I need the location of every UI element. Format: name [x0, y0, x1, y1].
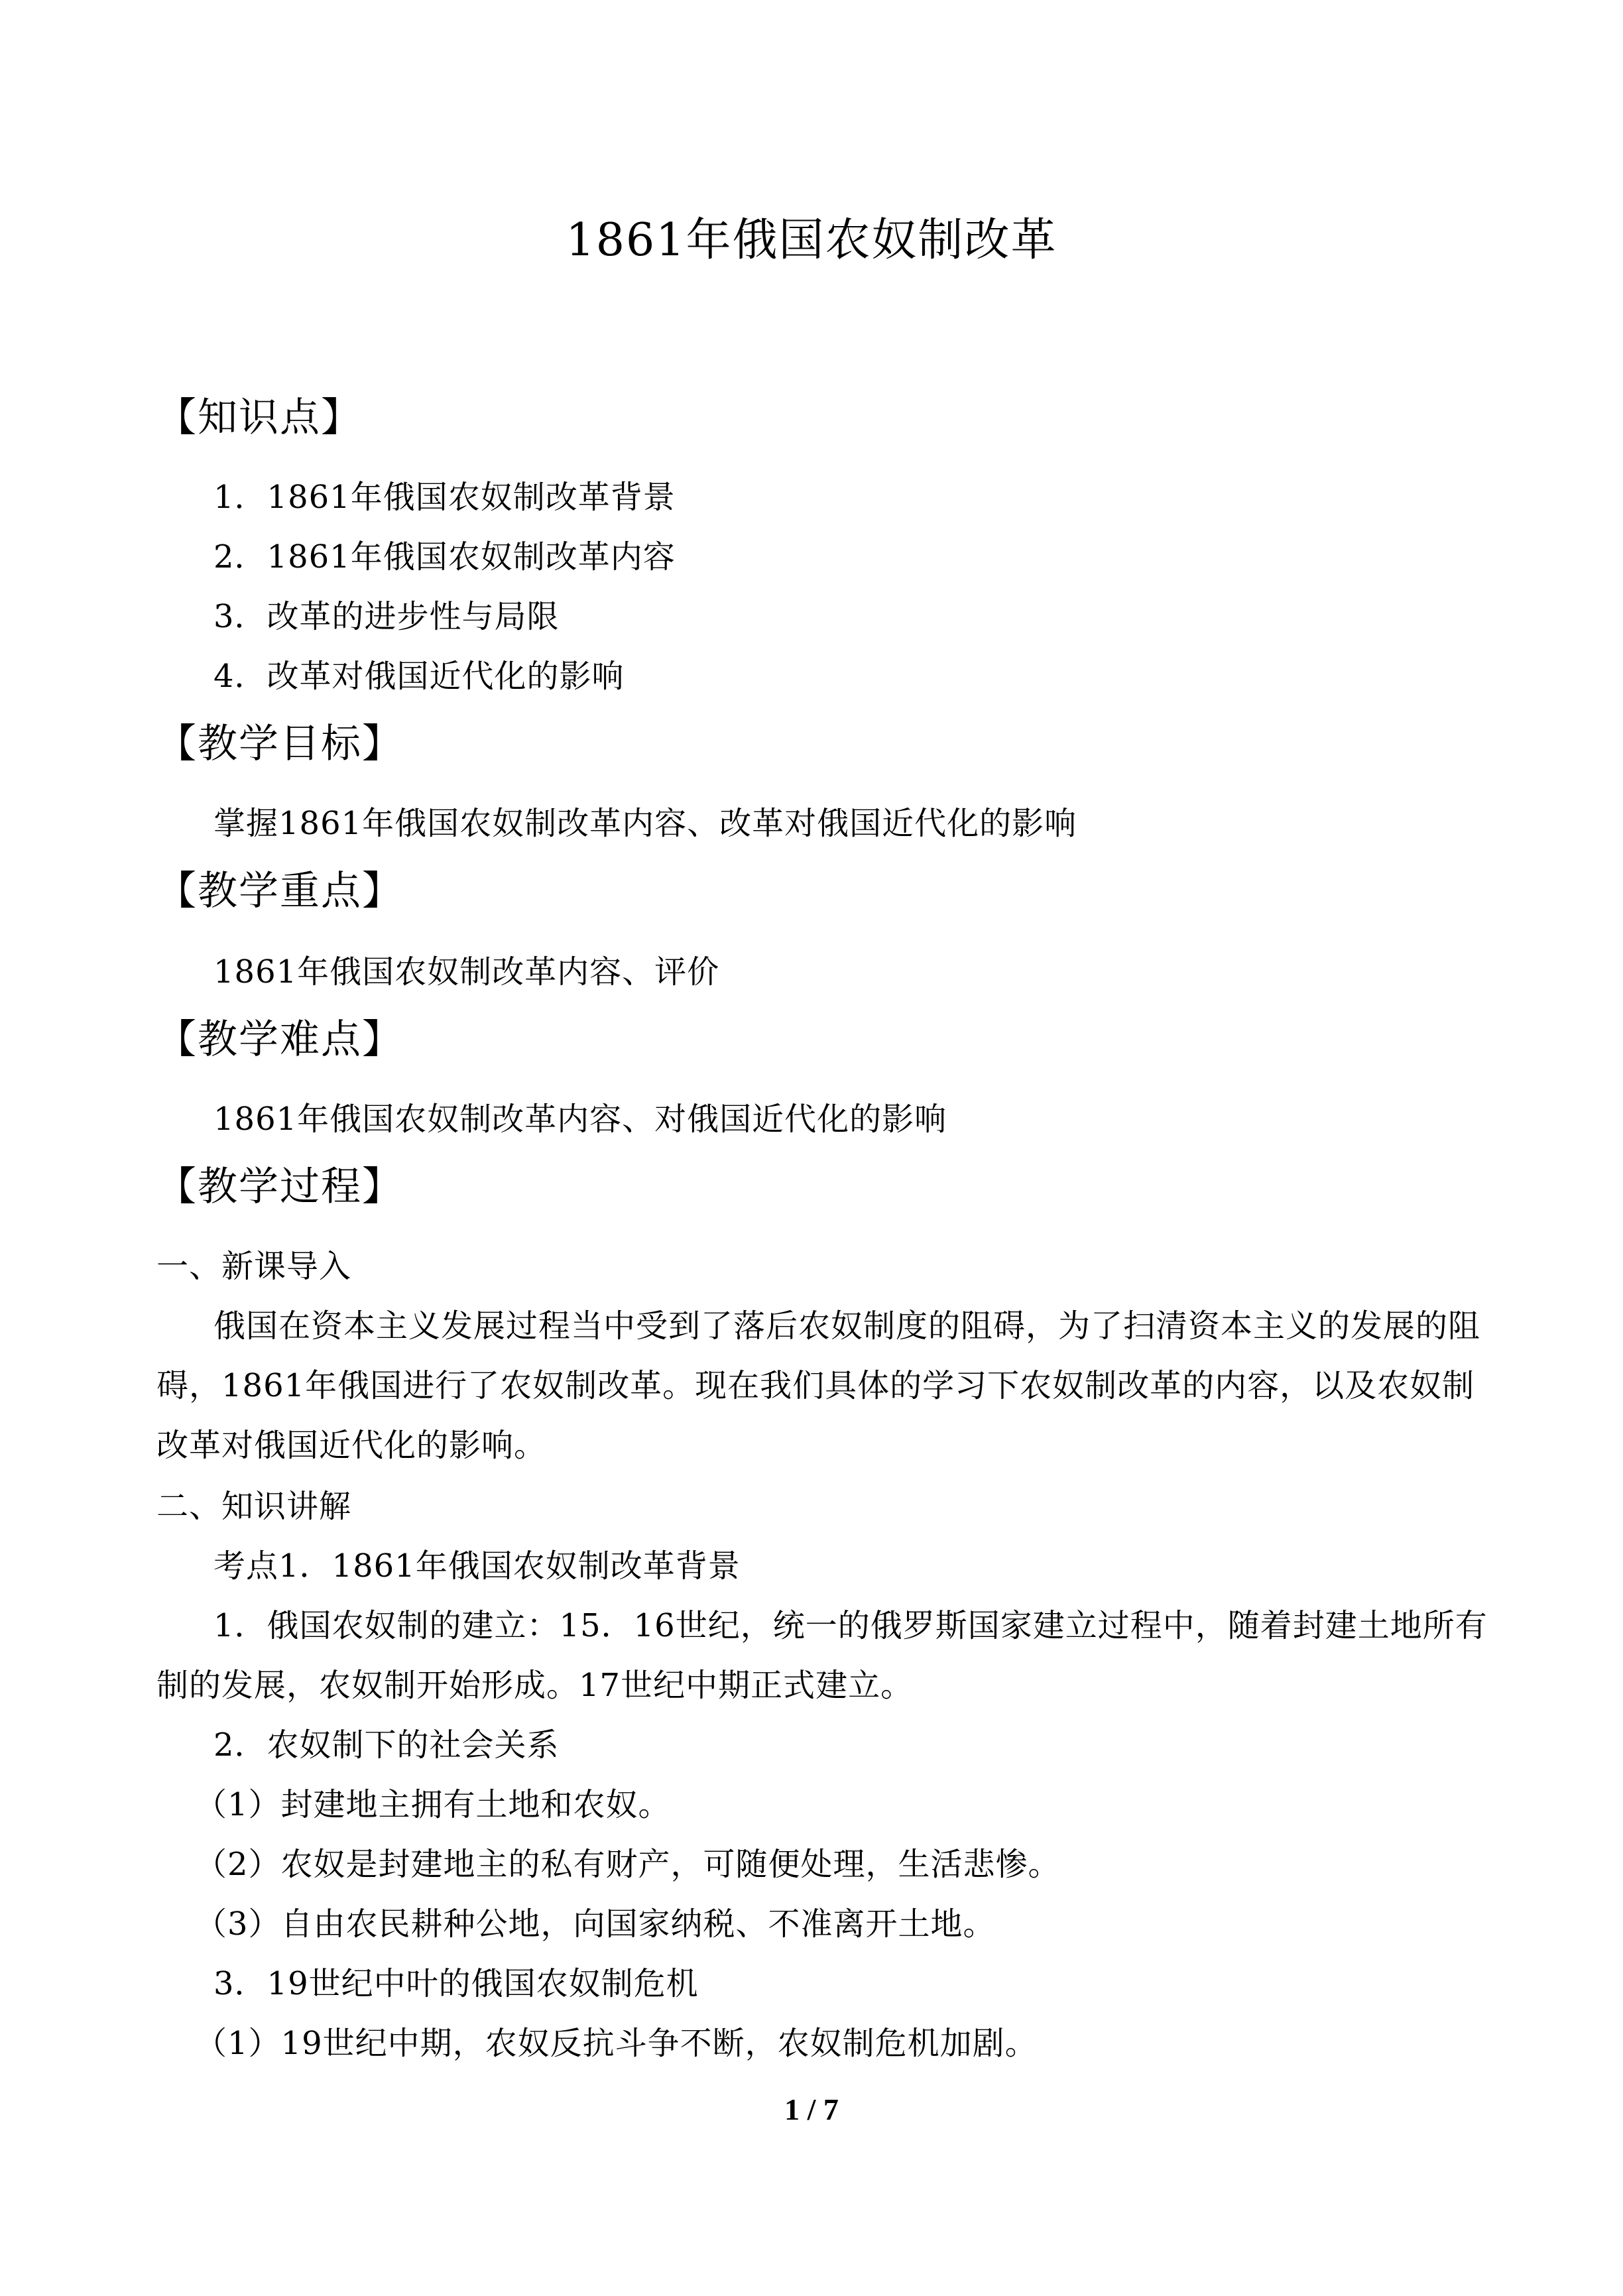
intro-paragraph-line: 俄国在资本主义发展过程当中受到了落后农奴制度的阻碍，为了扫清资本主义的发展的阻 — [213, 1307, 1481, 1345]
point-paragraph-line: 制的发展，农奴制开始形成。17世纪中期正式建立。 — [156, 1667, 914, 1704]
subpoint-item: （3）自由农民耕种公地，向国家纳税、不准离开土地。 — [195, 1905, 996, 1943]
point-title: 考点1．1861年俄国农奴制改革背景 — [213, 1547, 741, 1585]
subpoint-title: 2．农奴制下的社会关系 — [213, 1726, 560, 1764]
explain-title: 二、知识讲解 — [156, 1488, 352, 1525]
section-heading-process: 【教学过程】 — [156, 1164, 403, 1210]
knowledge-item: 1．1861年俄国农奴制改革背景 — [213, 479, 676, 516]
subpoint-title: 3．19世纪中叶的俄国农奴制危机 — [213, 1965, 699, 2002]
knowledge-item: 3．改革的进步性与局限 — [213, 598, 560, 635]
intro-paragraph-line: 改革对俄国近代化的影响。 — [156, 1427, 547, 1464]
difficult-text: 1861年俄国农奴制改革内容、对俄国近代化的影响 — [213, 1101, 947, 1138]
key-text: 1861年俄国农奴制改革内容、评价 — [213, 953, 720, 991]
subpoint-item: （2）农奴是封建地主的私有财产，可随便处理，生活悲惨。 — [195, 1846, 1061, 1883]
knowledge-item: 4．改革对俄国近代化的影响 — [213, 658, 625, 695]
intro-paragraph-line: 碍，1861年俄国进行了农奴制改革。现在我们具体的学习下农奴制改革的内容，以及农奴制 — [156, 1367, 1475, 1404]
subpoint-item: （1）封建地主拥有土地和农奴。 — [195, 1786, 671, 1823]
page-indicator: 1 / 7 — [784, 2092, 839, 2126]
subpoint-item: （1）19世纪中期，农奴反抗斗争不断，农奴制危机加剧。 — [195, 2025, 1038, 2062]
point-paragraph-line: 1．俄国农奴制的建立：15．16世纪，统一的俄罗斯国家建立过程中，随着封建土地所有 — [213, 1607, 1488, 1644]
intro-title: 一、新课导入 — [156, 1248, 352, 1285]
goal-text: 掌握1861年俄国农奴制改革内容、改革对俄国近代化的影响 — [213, 805, 1077, 842]
knowledge-item: 2．1861年俄国农奴制改革内容 — [213, 538, 676, 575]
section-heading-difficult: 【教学难点】 — [156, 1016, 403, 1063]
section-heading-key: 【教学重点】 — [156, 868, 403, 914]
section-heading-knowledge: 【知识点】 — [156, 394, 362, 441]
section-heading-goal: 【教学目标】 — [156, 721, 403, 767]
document-title: 1861年俄国农奴制改革 — [566, 214, 1057, 267]
